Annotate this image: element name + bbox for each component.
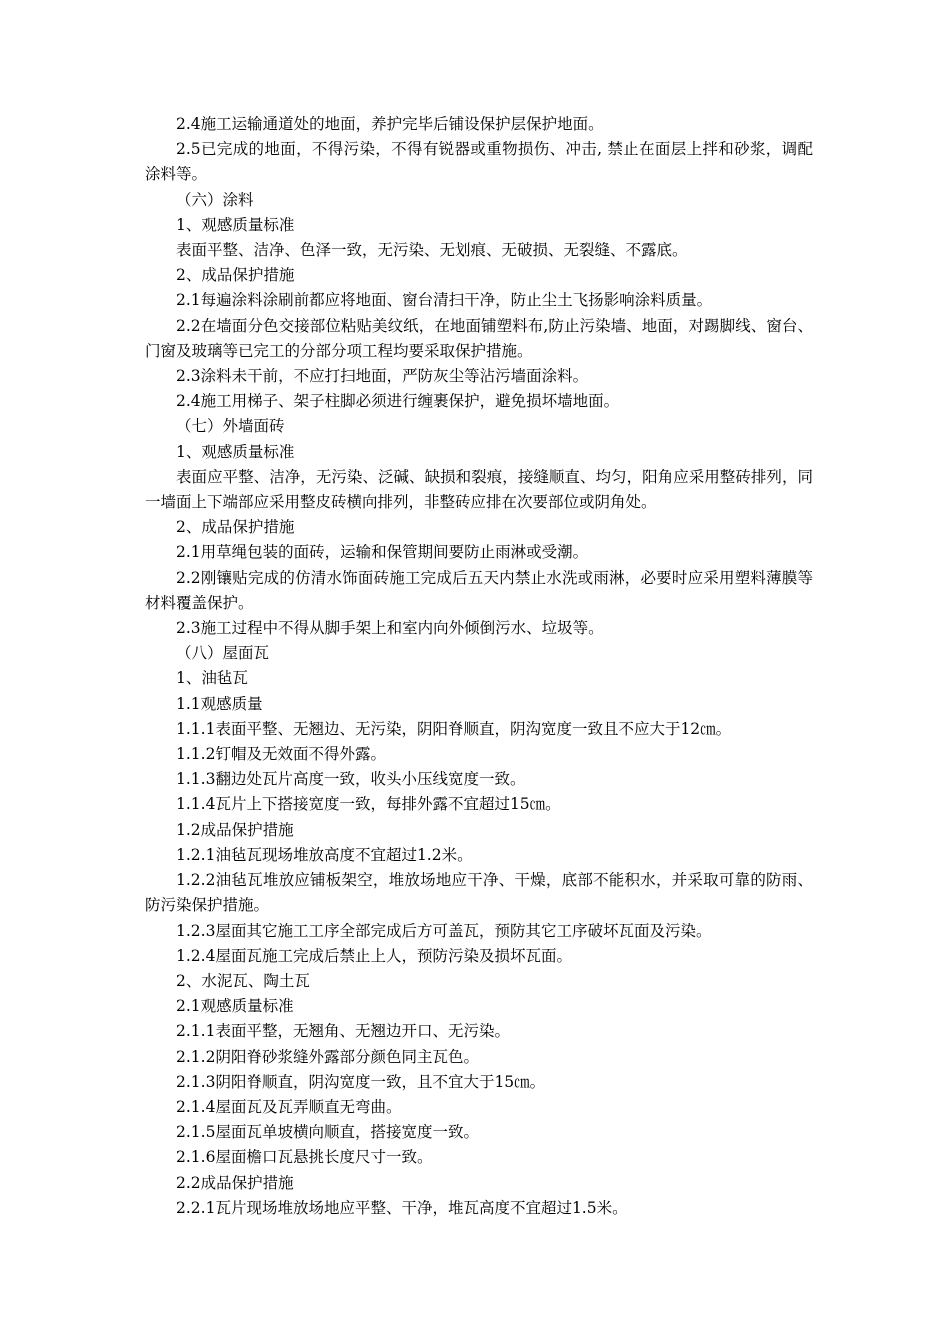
paragraph: 2.2在墙面分色交接部位粘贴美纹纸，在地面铺塑料布,防止污染墙、地面，对踢脚线、窗台、门窗及玻璃等已完工的分部分项工程均要采取保护措施。 xyxy=(145,316,813,360)
paragraph: 1.2.4屋面瓦施工完成后禁止上人，预防污染及损坏瓦面。 xyxy=(176,946,572,965)
paragraph: 1.1.2钉帽及无效面不得外露。 xyxy=(176,745,386,764)
paragraph: 2.1.4屋面瓦及瓦弄顺直无弯曲。 xyxy=(176,1097,402,1116)
subsection-heading: 2、水泥瓦、陶土瓦 xyxy=(176,971,310,990)
paragraph: 表面应平整、洁净，无污染、泛碱、缺损和裂痕，接缝顺直、均匀，阳角应采用整砖排列，同一墙面上下端部应采用整皮砖横向排列，非整砖应排在次要部位或阴角处。 xyxy=(145,467,813,512)
subsection-heading: 1、油毡瓦 xyxy=(176,669,248,688)
paragraph: 2.4施工用梯子、架子柱脚必须进行缠裹保护，避免损坏墙地面。 xyxy=(176,392,620,411)
paragraph: 2.1.2阴阳脊砂浆缝外露部分颜色同主瓦色。 xyxy=(176,1047,479,1066)
section-heading: （八）屋面瓦 xyxy=(176,644,270,663)
paragraph: 1.2.3屋面其它施工工序全部完成后方可盖瓦，预防其它工序破坏瓦面及污染。 xyxy=(176,921,712,940)
paragraph: 2.1用草绳包装的面砖，运输和保管期间要防止雨淋或受潮。 xyxy=(176,543,589,562)
subsection-heading: 1、观感质量标准 xyxy=(176,215,295,234)
paragraph: 2.3施工过程中不得从脚手架上和室内向外倾倒污水、垃圾等。 xyxy=(176,619,604,638)
paragraph: 2.1.3阴阳脊顺直，阴沟宽度一致，且不宜大于15㎝。 xyxy=(176,1072,546,1091)
paragraph: 2.5已完成的地面，不得污染，不得有锐器或重物损伤、冲击, 禁止在面层上拌和砂浆，调配涂料等。 xyxy=(145,140,813,184)
paragraph: 2.1.5屋面瓦单坡横向顺直，搭接宽度一致。 xyxy=(176,1123,479,1142)
paragraph: 2.1每遍涂料涂刷前都应将地面、窗台清扫干净，防止尘土飞扬影响涂料质量。 xyxy=(176,291,713,310)
subsection-heading: 1.2成品保护措施 xyxy=(176,820,294,839)
paragraph: 2.2.1瓦片现场堆放场地应平整、干净，堆瓦高度不宜超过1.5米。 xyxy=(176,1198,628,1217)
paragraph: 2.3涂料未干前，不应打扫地面，严防灰尘等沾污墙面涂料。 xyxy=(176,367,589,386)
paragraph: 2.1.6屋面檐口瓦悬挑长度尺寸一致。 xyxy=(176,1148,433,1167)
section-heading: （七）外墙面砖 xyxy=(176,417,285,436)
paragraph: 1.2.2油毡瓦堆放应铺板架空，堆放场地应干净、干燥，底部不能积水，并采取可靠的防雨、防污染保护措施。 xyxy=(145,871,813,915)
subsection-heading: 1、观感质量标准 xyxy=(176,442,295,461)
paragraph: 2.4施工运输通道处的地面，养护完毕后铺设保护层保护地面。 xyxy=(176,115,604,133)
paragraph: 2.1.1表面平整，无翘角、无翘边开口、无污染。 xyxy=(176,1022,510,1041)
paragraph: 表面平整、洁净、色泽一致，无污染、无划痕、无破损、无裂缝、不露底。 xyxy=(176,241,688,260)
paragraph: 2.2刚镶贴完成的仿清水饰面砖施工完成后五天内禁止水洗或雨淋，必要时应采用塑料薄膜等材料覆盖保护。 xyxy=(145,568,813,612)
section-heading: （六）涂料 xyxy=(176,190,254,209)
paragraph: 1.2.1油毡瓦现场堆放高度不宜超过1.2米。 xyxy=(176,845,473,864)
paragraph: 1.1.4瓦片上下搭接宽度一致，每排外露不宜超过15㎝。 xyxy=(176,795,561,814)
subsection-heading: 2.1观感质量标准 xyxy=(176,997,294,1016)
paragraph: 1.1.3翻边处瓦片高度一致，收头小压线宽度一致。 xyxy=(176,770,526,789)
subsection-heading: 2.2成品保护措施 xyxy=(176,1173,294,1192)
subsection-heading: 2、成品保护措施 xyxy=(176,266,295,285)
subsection-heading: 2、成品保护措施 xyxy=(176,518,295,537)
paragraph: 1.1.1表面平整、无翘边、无污染，阴阳脊顺直，阴沟宽度一致且不应大于12㎝。 xyxy=(176,719,732,738)
document-body xyxy=(145,112,813,1221)
subsection-heading: 1.1观感质量 xyxy=(176,694,263,713)
